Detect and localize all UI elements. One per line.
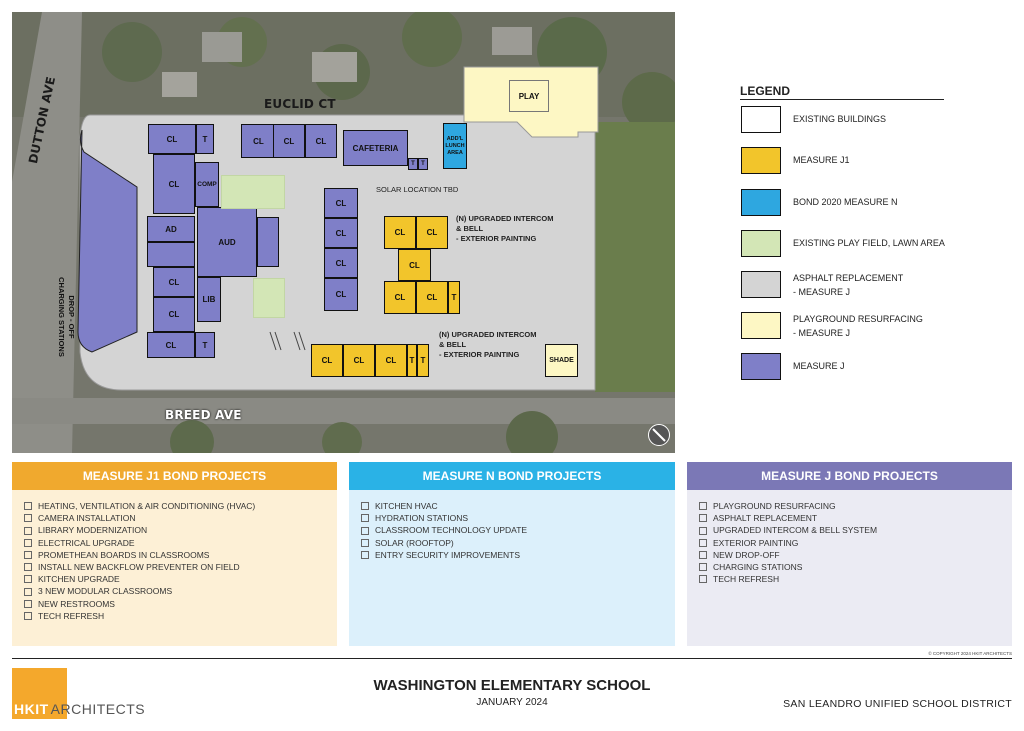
building-auditorium-wing [257, 217, 279, 267]
project-item [24, 610, 337, 622]
logo-bold-text: HKIT [14, 701, 49, 717]
legend-label: EXISTING BUILDINGS [793, 114, 887, 124]
project-item [24, 573, 337, 585]
checkbox-icon [24, 539, 32, 547]
building-toilet: T [418, 158, 428, 170]
project-list [12, 500, 337, 622]
checkbox-icon [699, 563, 707, 571]
building-classroom: CL [148, 124, 196, 154]
legend-label: BOND 2020 MEASURE N [793, 197, 898, 207]
district-name: SAN LEANDRO UNIFIED SCHOOL DISTRICT [783, 698, 1012, 710]
checkbox-icon [361, 539, 369, 547]
project-item-label: LIBRARY MODERNIZATION [38, 525, 148, 536]
project-item-label: KITCHEN HVAC [375, 501, 438, 511]
project-item-label: UPGRADED INTERCOM & BELL SYSTEM [713, 525, 878, 536]
street-label-dutton: DUTTON AVE [26, 75, 59, 165]
legend-title: LEGEND [740, 84, 944, 100]
building-toilet: T [448, 281, 460, 314]
panel-measure-n [349, 462, 675, 646]
project-item [699, 512, 1012, 524]
project-item-label: KITCHEN UPGRADE [38, 574, 120, 585]
project-item-label: HEATING, VENTILATION & AIR CONDITIONING (HVAC) [38, 501, 256, 511]
checkbox-icon [24, 527, 32, 535]
checkbox-icon [24, 514, 32, 522]
legend-swatch [741, 271, 781, 298]
legend-swatch [741, 106, 781, 133]
legend-label: EXISTING PLAY FIELD, LAWN AREA [793, 238, 945, 248]
street-label-euclid: EUCLID CT [264, 97, 336, 111]
checkbox-icon [24, 600, 32, 608]
project-item [361, 537, 675, 549]
checkbox-icon [24, 551, 32, 559]
checkbox-icon [24, 588, 32, 596]
project-item [699, 561, 1012, 573]
building-classroom: CL [375, 344, 407, 377]
building-classroom: CL [153, 267, 195, 297]
project-item-label: TECH REFRESH [713, 574, 780, 585]
checkbox-icon [361, 527, 369, 535]
checkbox-icon [24, 575, 32, 583]
project-item [24, 598, 337, 610]
building-classroom: CL [273, 124, 305, 158]
project-item [24, 585, 337, 597]
building-admin: AD [147, 216, 195, 242]
project-item-label: 3 NEW MODULAR CLASSROOMS [38, 586, 173, 597]
north-arrow-icon [648, 424, 670, 446]
project-item [24, 524, 337, 536]
building-modular-classroom: CL [384, 281, 416, 314]
building-modular-classroom: CL [416, 281, 448, 314]
building-library: LIB [197, 277, 221, 322]
checkbox-icon [24, 612, 32, 620]
project-item [24, 512, 337, 524]
checkbox-icon [699, 514, 707, 522]
project-list [349, 500, 675, 561]
project-item-label: EXTERIOR PAINTING [713, 537, 799, 548]
project-item [24, 549, 337, 561]
project-item [699, 537, 1012, 549]
building-classroom: CL [241, 124, 276, 158]
project-item-label: NEW DROP-OFF [713, 549, 780, 560]
project-item-label: SOLAR (ROOFTOP) [375, 537, 454, 548]
footer-divider [12, 658, 1012, 659]
project-item-label: ASPHALT REPLACEMENT [713, 513, 818, 524]
building-computer-lab: COMP [195, 162, 219, 207]
project-item [361, 549, 675, 561]
project-item [361, 512, 675, 524]
checkbox-icon [24, 502, 32, 510]
building-classroom: CL [305, 124, 337, 158]
intercom-note-2: (N) UPGRADED INTERCOM & BELL - EXTERIOR PAINTING [439, 330, 537, 359]
checkbox-icon [699, 539, 707, 547]
building-auditorium: AUD [197, 207, 257, 277]
dropoff-label: DROP - OFF CHARGING STATIONS [57, 277, 76, 357]
panel-title: MEASURE J1 BOND PROJECTS [12, 462, 337, 490]
building-toilet: T [417, 344, 429, 377]
checkbox-icon [24, 563, 32, 571]
project-item [699, 549, 1012, 561]
project-item-label: CHARGING STATIONS [713, 562, 803, 573]
building-modular-classroom: CL [384, 216, 416, 249]
project-item-label: TECH REFRESH [38, 610, 105, 621]
building-classroom: CL [324, 218, 358, 248]
checkbox-icon [361, 502, 369, 510]
checkbox-icon [699, 502, 707, 510]
project-item-label: HYDRATION STATIONS [375, 513, 469, 524]
panel-measure-j [687, 462, 1012, 646]
building-modular-classroom: CL [416, 216, 448, 249]
project-item [24, 537, 337, 549]
project-item [24, 500, 337, 512]
legend-swatch [741, 230, 781, 257]
building-modular-classroom: CL [398, 249, 431, 281]
project-item [361, 500, 675, 512]
legend-swatch [741, 147, 781, 174]
building-lunch-area: ADD'L LUNCH AREA [443, 123, 467, 169]
building-classroom: CL [324, 188, 358, 218]
project-item-label: PLAYGROUND RESURFACING [713, 501, 836, 511]
lawn-area [253, 278, 285, 318]
building-classroom: CL [343, 344, 375, 377]
site-plan-map [12, 12, 675, 453]
project-list [687, 500, 1012, 585]
building-toilet: T [407, 344, 417, 377]
street-label-breed: BREED AVE [165, 408, 242, 422]
legend-swatch [741, 189, 781, 216]
legend-label: MEASURE J [793, 361, 845, 371]
building-toilet: T [195, 332, 215, 358]
checkbox-icon [699, 551, 707, 559]
project-item [699, 524, 1012, 536]
building-admin-annex [147, 242, 195, 267]
legend-swatch [741, 312, 781, 339]
panel-measure-j1 [12, 462, 337, 646]
project-item [24, 561, 337, 573]
legend-label: PLAYGROUND RESURFACING - MEASURE J [793, 314, 923, 338]
project-item-label: CLASSROOM TECHNOLOGY UPDATE [375, 525, 528, 536]
panel-title: MEASURE J BOND PROJECTS [687, 462, 1012, 490]
project-item [699, 500, 1012, 512]
building-classroom: CL [147, 332, 195, 358]
checkbox-icon [361, 551, 369, 559]
building-classroom: CL [311, 344, 343, 377]
intercom-note-1: (N) UPGRADED INTERCOM & BELL - EXTERIOR PAINTING [456, 214, 554, 243]
play-area: PLAY [509, 80, 549, 112]
building-toilet: T [408, 158, 418, 170]
building-classroom: CL [324, 248, 358, 278]
project-item-label: ENTRY SECURITY IMPROVEMENTS [375, 549, 520, 560]
project-item [699, 573, 1012, 585]
project-item-label: NEW RESTROOMS [38, 598, 115, 609]
building-shade-structure: SHADE [545, 344, 578, 377]
legend-label: ASPHALT REPLACEMENT - MEASURE J [793, 273, 904, 297]
lawn-area [221, 175, 285, 209]
legend-swatch [741, 353, 781, 380]
checkbox-icon [361, 514, 369, 522]
checkbox-icon [699, 527, 707, 535]
school-name: WASHINGTON ELEMENTARY SCHOOL [373, 677, 651, 694]
copyright-note: © COPYRIGHT 2024 HKIT ARCHITECTS [928, 651, 1012, 656]
plan-date: JANUARY 2024 [476, 697, 548, 708]
project-item [361, 524, 675, 536]
project-item-label: PROMETHEAN BOARDS IN CLASSROOMS [38, 549, 210, 560]
building-classroom: CL [153, 297, 195, 332]
checkbox-icon [699, 575, 707, 583]
building-classroom: CL [153, 154, 195, 214]
panel-title: MEASURE N BOND PROJECTS [349, 462, 675, 490]
project-item-label: INSTALL NEW BACKFLOW PREVENTER ON FIELD [38, 562, 240, 573]
legend-label: MEASURE J1 [793, 155, 850, 165]
building-toilet: T [196, 124, 214, 154]
solar-note: SOLAR LOCATION TBD [376, 185, 459, 194]
logo-text-rest: ARCHITECTS [50, 701, 146, 717]
building-cafeteria: CAFETERIA [343, 130, 408, 166]
project-item-label: ELECTRICAL UPGRADE [38, 537, 135, 548]
project-item-label: CAMERA INSTALLATION [38, 513, 136, 524]
building-classroom: CL [324, 278, 358, 311]
